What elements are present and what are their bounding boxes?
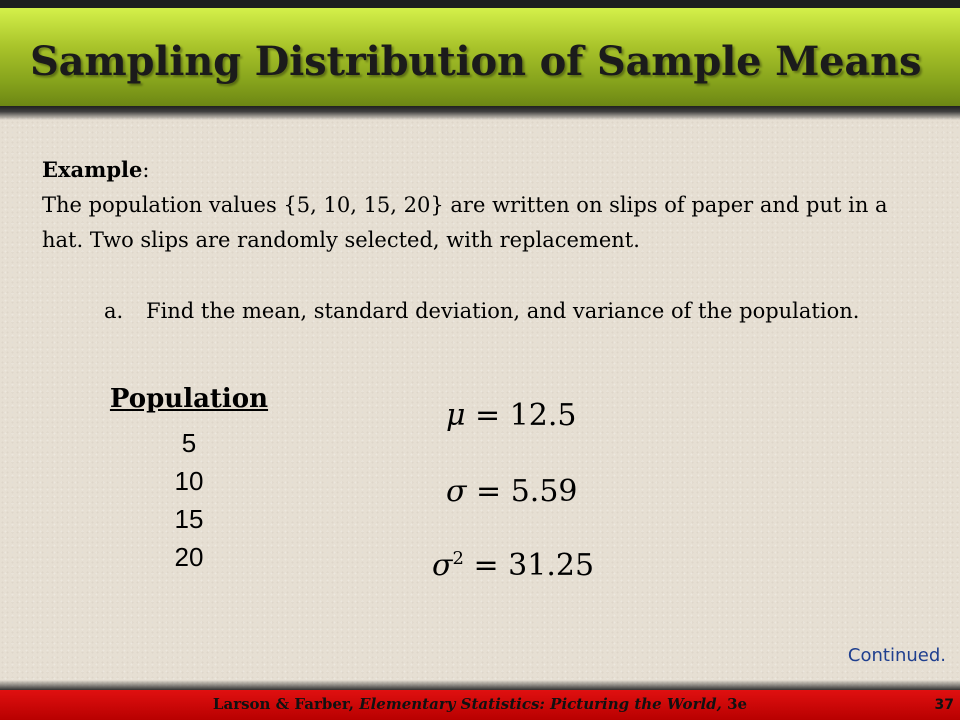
- continued-note: Continued.: [847, 645, 946, 666]
- example-intro: The population values {5, 10, 15, 20} are written on slips of paper and put in a hat. Two slips are randomly selected, with replacement.: [42, 193, 888, 252]
- footer-book-title: Elementary Statistics: Picturing the World,: [359, 695, 722, 713]
- mu-symbol: μ: [446, 398, 466, 433]
- variance-exponent: 2: [452, 548, 464, 569]
- population-value: 15: [174, 504, 204, 534]
- title-bar: [0, 8, 960, 106]
- sd-value: 5.59: [510, 474, 578, 509]
- sub-item-text: Find the mean, standard deviation, and variance of the population.: [146, 299, 860, 323]
- variance-formula: [432, 548, 594, 583]
- sigma-symbol: σ: [446, 474, 467, 509]
- footer-shadow: [0, 680, 960, 690]
- variance-value: 31.25: [508, 548, 595, 583]
- population-value: 5: [181, 428, 197, 458]
- footer-edition: 3e: [721, 695, 748, 713]
- page-number: 37: [934, 697, 954, 713]
- footer-citation: [0, 695, 960, 713]
- sd-equals: =: [466, 474, 511, 509]
- mean-value: 12.5: [509, 398, 577, 433]
- footer-authors: Larson & Farber,: [212, 695, 360, 713]
- sigma-squared-symbol: σ: [432, 548, 453, 583]
- slide-title: Sampling Distribution of Sample Means: [30, 38, 922, 85]
- example-label: Example: [42, 157, 143, 182]
- title-shadow: [0, 106, 960, 120]
- population-header: Population: [109, 384, 269, 414]
- example-colon: :: [142, 158, 150, 182]
- population-list: [106, 424, 272, 576]
- population-value: 20: [174, 542, 204, 572]
- sub-item-marker: a.: [104, 299, 124, 323]
- variance-equals: =: [463, 548, 509, 583]
- mean-equals: =: [465, 398, 510, 433]
- top-band: [0, 0, 960, 8]
- mean-formula: [446, 398, 577, 433]
- example-block: [42, 152, 922, 258]
- population-value: 10: [174, 466, 204, 496]
- example-heading: [42, 152, 922, 188]
- sd-formula: [446, 474, 578, 509]
